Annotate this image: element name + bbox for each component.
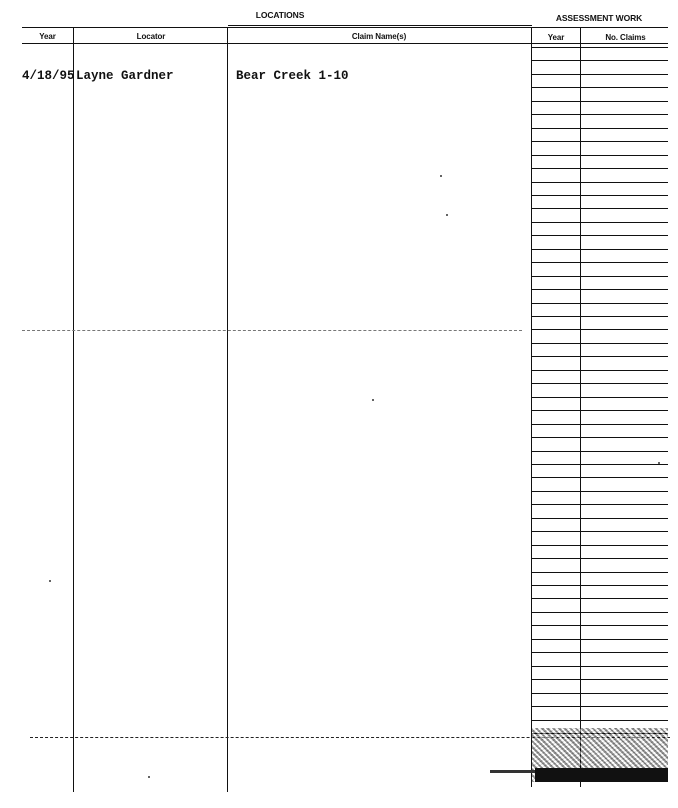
assessment-grid-rule	[531, 47, 668, 48]
assessment-grid-rule	[531, 572, 668, 573]
assessment-grid-rule	[531, 276, 668, 277]
divider-year-locator	[73, 27, 74, 792]
assessment-grid-rule	[531, 222, 668, 223]
assessment-work-grid	[531, 47, 668, 737]
row-locator: Layne Gardner	[76, 69, 174, 83]
assessment-grid-rule	[531, 504, 668, 505]
assessment-grid-rule	[531, 249, 668, 250]
assessment-grid-rule	[531, 666, 668, 667]
row-claim-names: Bear Creek 1-10	[236, 69, 349, 83]
assessment-grid-rule	[531, 585, 668, 586]
speck	[148, 776, 150, 778]
assessment-grid-rule	[531, 168, 668, 169]
assessment-grid-rule	[531, 128, 668, 129]
assessment-grid-rule	[531, 329, 668, 330]
assessment-grid-rule	[531, 303, 668, 304]
divider-locator-claims	[227, 27, 228, 792]
assessment-grid-rule	[531, 60, 668, 61]
speck	[49, 580, 51, 582]
assessment-grid-rule	[531, 720, 668, 721]
speck	[446, 214, 448, 216]
assessment-grid-rule	[531, 343, 668, 344]
speck	[440, 175, 442, 177]
assessment-grid-rule	[531, 612, 668, 613]
assessment-grid-rule	[531, 141, 668, 142]
assessment-grid-rule	[531, 491, 668, 492]
assessment-grid-rule	[531, 437, 668, 438]
assessment-grid-rule	[531, 424, 668, 425]
assessment-grid-rule	[531, 235, 668, 236]
faint-dashed-rule	[22, 330, 522, 331]
scan-dark-band	[535, 768, 668, 782]
assessment-grid-rule	[531, 370, 668, 371]
assessment-grid-rule	[531, 598, 668, 599]
assessment-grid-rule	[531, 182, 668, 183]
scan-dark-streak	[490, 770, 535, 773]
assessment-grid-rule	[531, 262, 668, 263]
assessment-grid-rule	[531, 114, 668, 115]
assessment-grid-rule	[531, 87, 668, 88]
assessment-grid-rule	[531, 531, 668, 532]
assessment-grid-rule	[531, 679, 668, 680]
assessment-grid-rule	[531, 410, 668, 411]
assessment-grid-rule	[531, 195, 668, 196]
speck	[372, 399, 374, 401]
assessment-grid-rule	[531, 545, 668, 546]
assessment-grid-rule	[531, 397, 668, 398]
assessment-grid-rule	[531, 451, 668, 452]
assessment-grid-rule	[531, 652, 668, 653]
assessment-grid-rule	[531, 558, 668, 559]
assessment-header-top-rule	[531, 27, 668, 28]
assessment-grid-rule	[531, 706, 668, 707]
speck	[658, 462, 660, 464]
assessment-grid-rule	[531, 625, 668, 626]
assessment-grid-rule	[531, 477, 668, 478]
assessment-grid-rule	[531, 208, 668, 209]
column-header-top-rule	[22, 27, 532, 28]
locations-header-rule	[228, 25, 532, 26]
assessment-grid-rule	[531, 693, 668, 694]
col-header-locator: Locator	[136, 32, 166, 41]
assessment-grid-rule	[531, 316, 668, 317]
assessment-grid-rule	[531, 74, 668, 75]
assessment-grid-rule	[531, 383, 668, 384]
row-year: 4/18/95	[22, 69, 75, 83]
assessment-grid-rule	[531, 289, 668, 290]
col-header-aw-no-claims: No. Claims	[605, 33, 646, 42]
col-header-aw-year: Year	[547, 33, 565, 42]
assessment-grid-rule	[531, 155, 668, 156]
assessment-grid-rule	[531, 639, 668, 640]
assessment-grid-rule	[531, 356, 668, 357]
assessment-grid-rule	[531, 101, 668, 102]
col-header-year: Year	[39, 32, 56, 41]
assessment-grid-rule	[531, 464, 668, 465]
locations-header: LOCATIONS	[255, 10, 305, 20]
col-header-claim-names: Claim Name(s)	[351, 32, 407, 41]
column-header-bottom-rule	[22, 43, 668, 44]
assessment-grid-rule	[531, 518, 668, 519]
assessment-work-header: ASSESSMENT WORK	[555, 13, 643, 23]
